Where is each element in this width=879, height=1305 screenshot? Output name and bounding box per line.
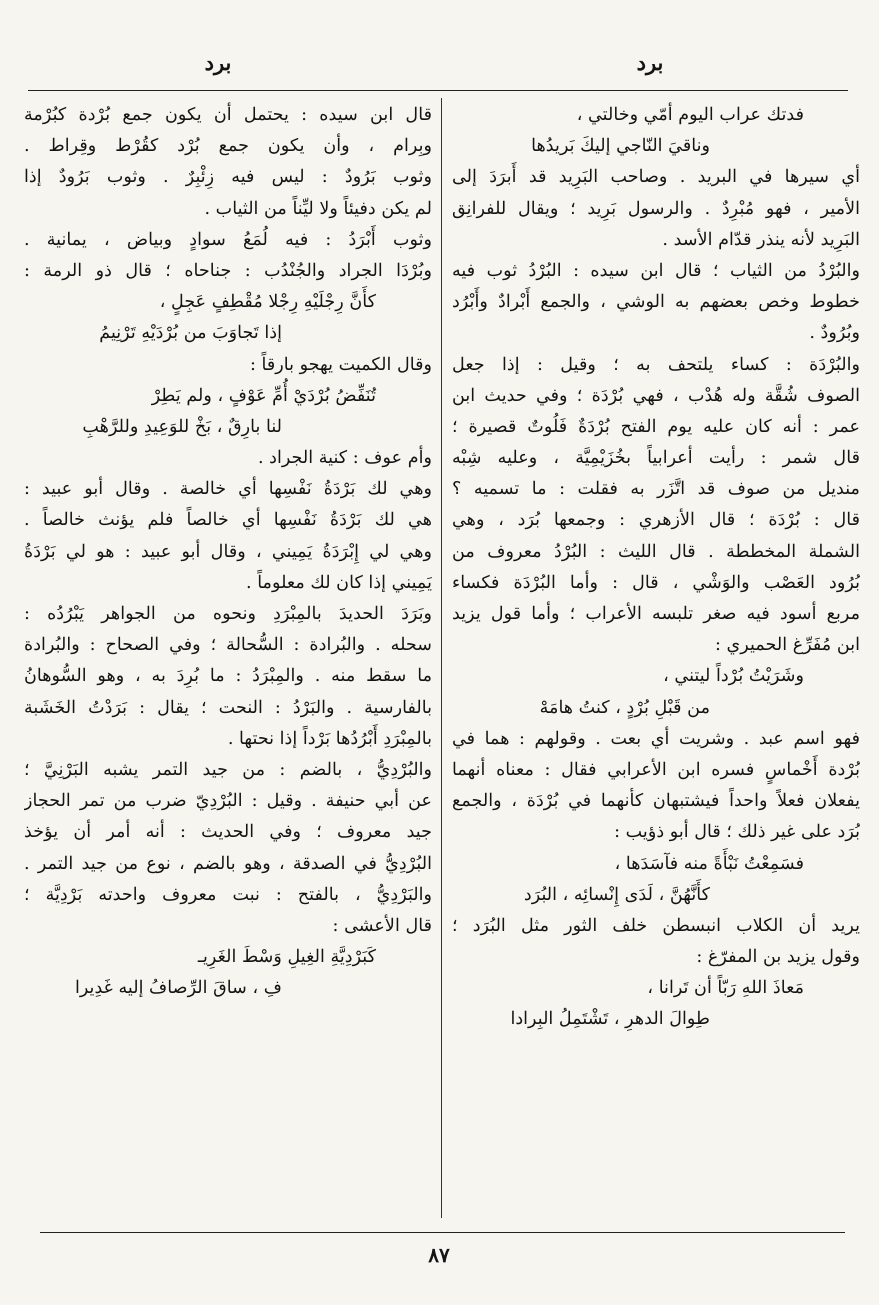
text-line: يفعلان فعلاً واحداً فيشتبهان كأنهما في بُرْدَة ، والجمع (452, 791, 860, 812)
verse-line: إذا تَجاوَبَ من بُرْدَيْهِ تَرْنِيمُ (99, 323, 282, 344)
text-line: مربع أسود فيه صغر تلبسه الأعراب ؛ وأما قول يزيد (452, 604, 860, 624)
text-line: ما سقط منه . والمِبْرَدُ : ما بُرِدَ به ، وهو السُّوهانُ (24, 666, 432, 687)
text-line: يَمِيني إذا كان لك معلوماً . (246, 572, 432, 593)
text-line: وأم عوف : كنية الجراد . (257, 448, 432, 469)
verse-line: مَعاذَ اللهِ رَبّاً أن تَرانا ، (647, 978, 804, 999)
text-line: بالمِبْرَدِ أَبْرُدُها بَرْداً إذا نحتها . (227, 728, 432, 749)
text-line: ابن مُفَرِّغ الحميري : (715, 635, 860, 656)
column-divider (441, 98, 442, 1218)
verse-line: فسَمِعْتُ نَبْأَةً منه فآسَدَها ، (614, 853, 804, 874)
text-line: قال ابن سيده : يحتمل أن يكون جمع بُرْدة كبُرْمة (24, 105, 432, 125)
text-line: وقال الكميت يهجو بارقاً : (249, 354, 432, 375)
verse-line: لنا بارِقٌ ، بَخْ للوَعِيدِ وللرَّهْبِ (82, 416, 282, 437)
text-line: بُرَد على غير ذلك ؛ قال أبو ذؤيب : (614, 822, 860, 843)
page-number: ٨٧ (428, 1243, 450, 1267)
text-line: البُرْدِيُّ في الصدقة ، وهو بالضم ، نوع من جيد التمر . (24, 853, 432, 874)
text-line: والبُرْدُ من الثياب ؛ قال ابن سيده : البُرْدُ ثوب فيه (452, 260, 860, 281)
text-line: سحله . والبُرادة : السُّحالة ؛ وفي الصحاح : والبُرادة (24, 635, 432, 656)
text-line: وثوب أَبْرَدُ : فيه لُمَعُ سوادٍ وبياض ، يمانية . (24, 229, 432, 250)
text-line: بالفارسية . والبَرْدُ : النحت ؛ يقال : بَرَدْتُ الخَشَبة (24, 697, 432, 718)
left-column (24, 100, 432, 1220)
verse-line: طِوالَ الدهرِ ، تَشْتَمِلُ البِرادا (510, 1009, 710, 1030)
text-line: وهي لك بَرْدَةُ نَفْسِها أي خالصة . وقال أبو عبيد : (24, 479, 432, 500)
verse-line: فدتك عراب اليوم أمّي وخالتي ، (576, 105, 804, 125)
text-line: والبَرْدِيُّ ، بالفتح : نبت معروف واحدته بَرْدِيَّة ؛ (24, 884, 432, 905)
text-line: بُرْدة أَخْماسٍ فسره ابن الأعرابي فقال : معناه أنهما (452, 759, 860, 780)
verse-line: كأَنَّ رِجْلَيْهِ رِجْلا مُقْطِفٍ عَجِلٍ ، (159, 292, 376, 313)
text-line: عن أبي حنيفة . وقيل : البُرْدِيّ ضرب من تمر الحجاز (24, 791, 432, 812)
text-line: وبُرْدَا الجراد والجُنْدُب : جناحاه ؛ قال ذو الرمة : (24, 260, 432, 281)
text-line: قال : بُرْدَة ؛ قال الأزهري : وجمعها بُرَد ، وهي (452, 510, 860, 531)
text-line: عمر : أنه كان عليه يوم الفتح بُرْدَةٌ فَلُوتٌ قصيرة ؛ (452, 416, 860, 437)
text-line: الصوف شُقَّة وله هُدْب ، فهي بُرْدَة ؛ وفي حديث ابن (452, 385, 860, 406)
text-line: لم يكن دفيئاً ولا ليِّناً من الثياب . (204, 198, 432, 219)
text-line: خطوط وخص بعضهم به الوشي ، والجمع أَبْرادٌ وأَبْرُد (452, 292, 860, 313)
text-line: يريد أن الكلاب انبسطن خلف الثور مثل البُرَد ؛ (452, 915, 860, 936)
text-line: قال شمر : رأيت أعرابياً بخُزَيْمِيَّة ، وعليه شِبْه (452, 448, 860, 469)
text-line: جيد معروف ؛ وفي الحديث : أنه أمر أن يؤخذ (24, 822, 432, 843)
text-line: بُرُود العَصْب والوَشْي ، قال : وأما البُرْدَة فكساء (452, 572, 860, 593)
verse-line: تُنَفِّضُ بُرْدَيْ أُمِّ عَوْفٍ ، ولم يَطِرْ (151, 385, 376, 406)
text-line: والبُرْدَة : كساء يلتحف به ؛ وقيل : إذا جعل (452, 354, 860, 375)
header-rule (28, 90, 848, 91)
verse-line: كأَنَّهُنَّ ، لَدَى إِنْسائِه ، البُرَد (523, 884, 710, 905)
text-line: البَرِيد لأنه ينذر قدّام الأسد . (662, 229, 860, 250)
text-line: قال الأعشى : (332, 915, 432, 936)
text-line: منديل من صوف قد اتَّزَر به فقلت : ما تسميه ؟ (452, 479, 860, 500)
text-line: وبَرَدَ الحديدَ بالمِبْرَدِ ونحوه من الجواهر يَبْرُدُه : (24, 604, 432, 624)
text-line: وبُرُودٌ . (809, 323, 860, 344)
verse-line: كَبَرْدِيَّةِ الغِيلِ وَسْطَ الغَرِيـ (197, 947, 376, 968)
text-line: وقول يزيد بن المفرّغ : (696, 947, 860, 968)
footer-rule (40, 1232, 845, 1233)
text-line: الأمير ، فهو مُبْرِدٌ . والرسول بَرِيد ؛ ويقال للفرانِق (452, 198, 860, 219)
verse-line: فِ ، ساقَ الرِّصافُ إليه غَدِيرا (74, 978, 282, 999)
text-line: الشملة المخططة . قال الليث : البُرْدُ معروف من (452, 541, 860, 562)
text-line: هي لك بَرْدَةُ نَفْسِها أي خالصاً فلم يؤنث خالصاً . (24, 510, 432, 531)
verse-line: وناقيَ النّاجي إليكَ بَريدُها (531, 136, 710, 157)
right-column (452, 100, 860, 1220)
text-line: والبُرْدِيُّ ، بالضم : من جيد التمر يشبه البَرْنِيَّ ؛ (24, 759, 432, 780)
verse-line: من قَبْلِ بُرْدٍ ، كنتُ هامَهْ (539, 697, 710, 718)
text-line: وهي لي إِبْرَدَةُ يَمِيني ، وقال أبو عبيد : هو لي بَرْدَةُ (24, 541, 432, 562)
verse-line: وشَرَيْتُ بُرْداً ليتني ، (663, 666, 804, 687)
text-line: وثوب بَرُودٌ : ليس فيه زِئْبِرٌ . وثوب بَرُودٌ إذا (24, 167, 432, 188)
text-line: أي سيرها في البريد . وصاحب البَرِيد قد أَبرَدَ إلى (452, 167, 860, 188)
text-line: وبِرام ، وأن يكون جمع بُرْد كقُرْط وقِراط . (24, 136, 432, 157)
running-head-left: برد (204, 50, 232, 75)
text-line: فهو اسم عبد . وشريت أي بعت . وقولهم : هما في (452, 728, 860, 749)
running-head-right: برد (636, 50, 664, 75)
